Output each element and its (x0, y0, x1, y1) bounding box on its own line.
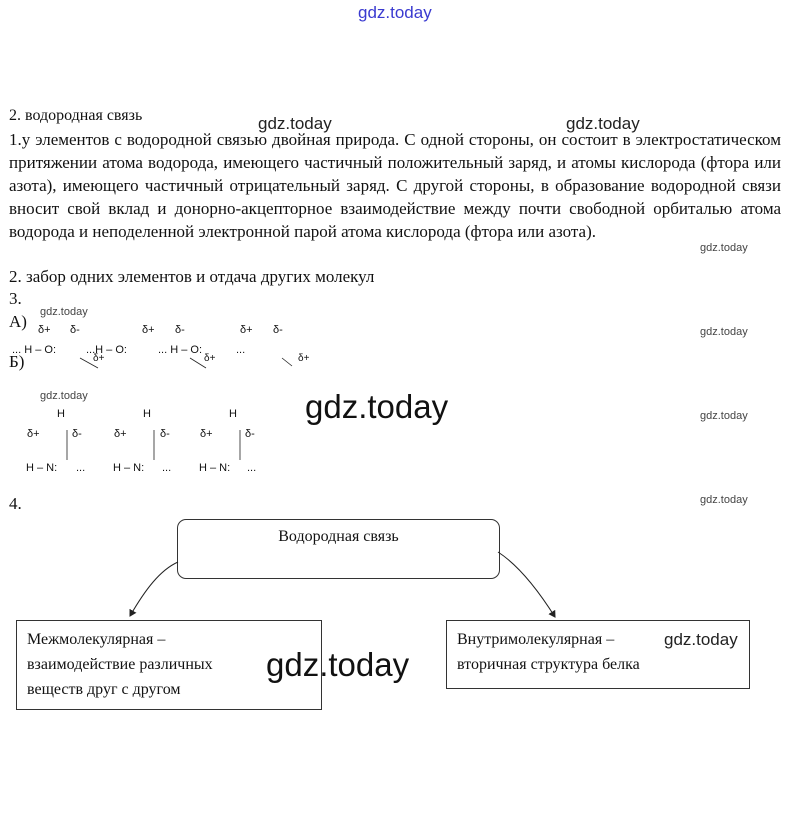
intermolecular-line: Межмолекулярная – (27, 631, 166, 648)
charge-label: δ- (72, 428, 82, 440)
watermark: gdz.today (40, 390, 88, 402)
charge-label: δ+ (240, 324, 253, 336)
ammonia-formula: H – N: (199, 462, 231, 474)
charge-label: δ+ (200, 428, 213, 440)
intramolecular-line: Внутримолекулярная – (457, 631, 615, 648)
answer-1-text: 1.у элементов с водородной связью двойная природа. С одной стороны, он состоит в электростатическом притяжении атома водорода, имеющего частичный положительный заряд, и атомы кислорода (фтора или азота), имеющего частичный отрицательный заряд. С другой стороны, в образование водородной связи вносит свой вклад и донорно-акцепторное взаимодействие между почти свободной орбиталью атома водорода и неподеленной электронной парой атома кислорода (фтора или азота). (9, 130, 781, 241)
charge-label: δ+ (38, 324, 51, 336)
hydrogen-atom: H (57, 408, 65, 420)
intramolecular-line: вторичная структура белка (457, 656, 640, 673)
question-4-label: 4. (9, 494, 22, 513)
section-heading: 2. водородная связь (9, 107, 143, 124)
water-formula: ... (236, 344, 246, 356)
charge-label: δ+ (204, 353, 216, 364)
charge-label: δ- (245, 428, 255, 440)
watermark: gdz.today (258, 114, 332, 133)
watermark: gdz.today (700, 326, 748, 338)
charge-label: δ- (160, 428, 170, 440)
ammonia-formula: ... (162, 462, 172, 474)
root-node-label: Водородная связь (278, 528, 399, 545)
water-formula: ... H – O: (158, 344, 203, 356)
intermolecular-line: веществ друг с другом (27, 681, 181, 698)
ammonia-formula: ... (247, 462, 257, 474)
intermolecular-line: взаимодействие различных (27, 656, 213, 673)
ammonia-formula: H – N: (26, 462, 58, 474)
water-formula: ... H – O: (12, 344, 57, 356)
charge-label: δ+ (114, 428, 127, 440)
part-b-label: Б) (9, 352, 25, 371)
charge-label: δ+ (27, 428, 40, 440)
hydrogen-atom: H (143, 408, 151, 420)
watermark: gdz.today (40, 306, 88, 318)
watermark-large: gdz.today (305, 388, 449, 425)
part-a-label: А) (9, 312, 27, 331)
watermark-top: gdz.today (358, 3, 432, 22)
watermark-large: gdz.today (266, 646, 410, 683)
charge-label: δ- (273, 324, 283, 336)
answer-2-text: 2. забор одних элементов и отдача других молекул (9, 267, 375, 286)
water-formula: ...H – O: (86, 344, 127, 356)
charge-label: δ- (175, 324, 185, 336)
watermark: gdz.today (566, 114, 640, 133)
charge-label: δ- (70, 324, 80, 336)
ammonia-formula: ... (76, 462, 86, 474)
watermark: gdz.today (700, 410, 748, 422)
charge-label: δ+ (298, 353, 310, 364)
ammonia-formula: H – N: (113, 462, 145, 474)
charge-label: δ+ (93, 353, 105, 364)
watermark: gdz.today (664, 630, 738, 649)
watermark: gdz.today (700, 494, 748, 506)
question-3-label: 3. (9, 289, 22, 308)
charge-label: δ+ (142, 324, 155, 336)
watermark: gdz.today (700, 242, 748, 254)
hydrogen-atom: H (229, 408, 237, 420)
